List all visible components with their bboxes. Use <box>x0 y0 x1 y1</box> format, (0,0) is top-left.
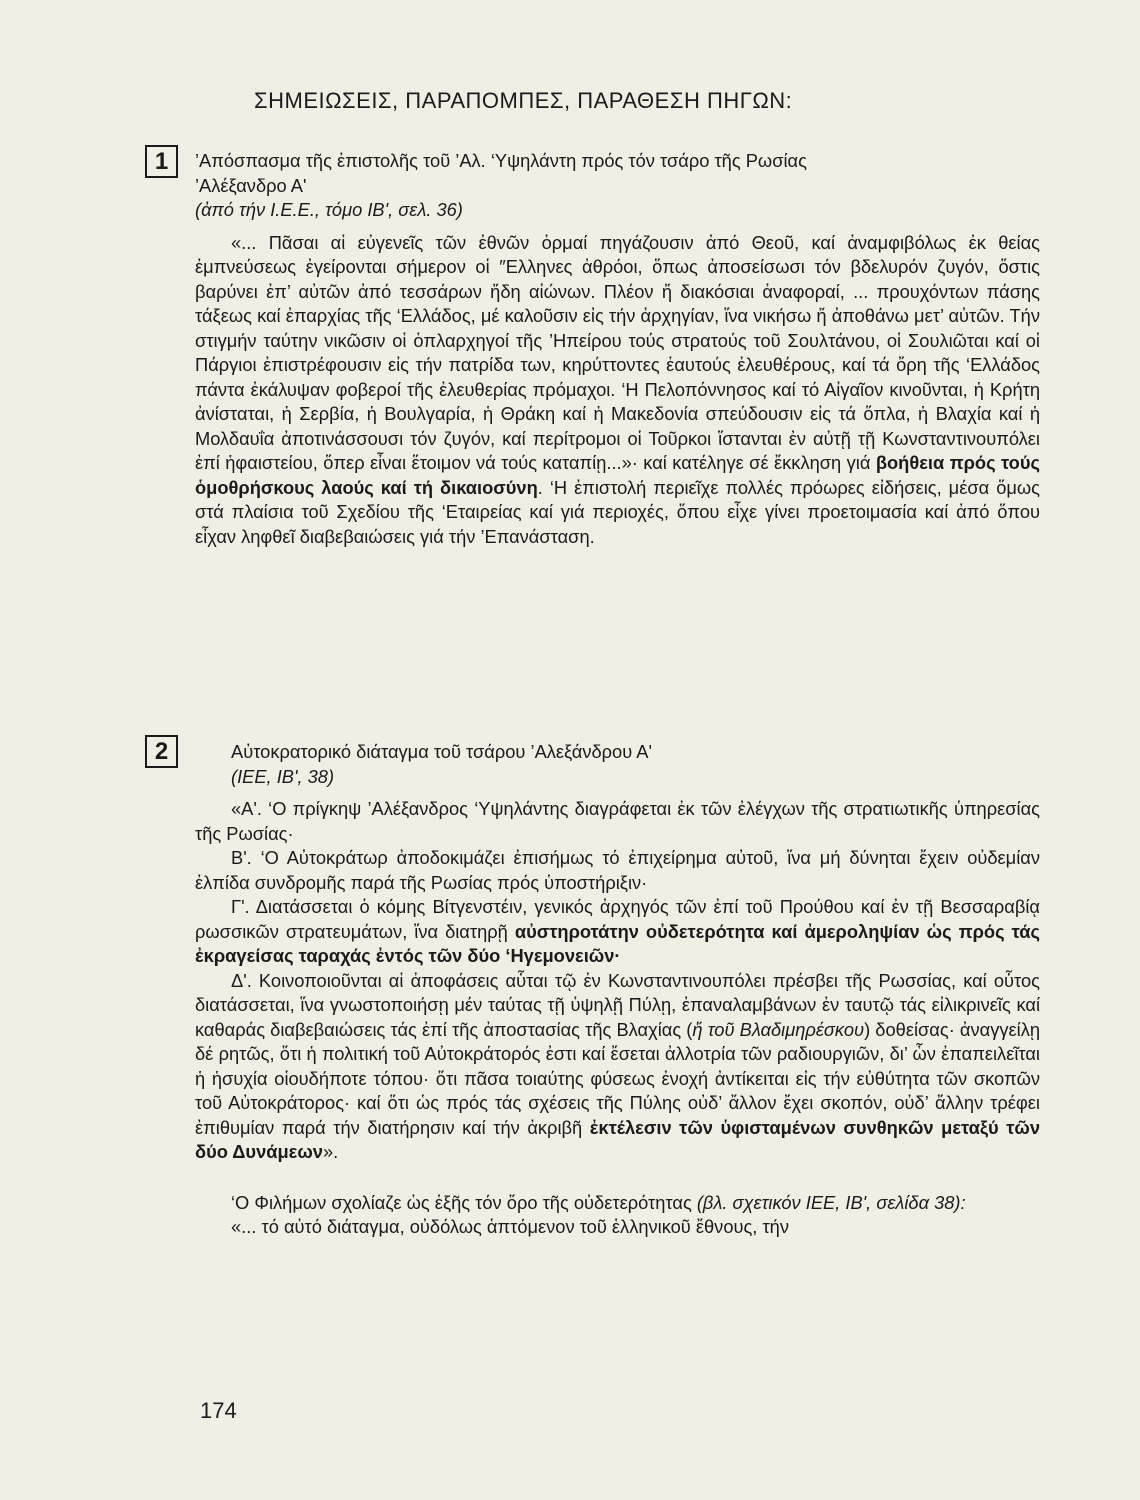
note-1-body-bold: βοήθεια πρός τούς ὁμοθρήσκους λαούς καί τή δικαιοσύνη <box>195 452 1040 498</box>
note-2-para-d <box>195 969 1040 1165</box>
note-2-para-d-italic: ἤ τοῦ Βλαδιμηρέσκου <box>692 1018 865 1040</box>
note-2-quote: «... τό αὐτό διάταγμα, οὐδόλως ἁπτόμενον τοῦ ἑλληνικοῦ ἔθνους, τήν <box>231 1216 789 1237</box>
note-2-para-c-bold: αὐστηροτάτην οὐδετερότητα καί ἀμεροληψίαν ὡς πρός τάς ἐκραγείσας ταραχάς ἐντός τῶν δύο ‘Ηγεμονειῶν· <box>195 920 1040 966</box>
note-2-comment <box>195 1191 1040 1216</box>
note-2-heading: Αὐτοκρατορικό διάταγμα τοῦ τσάρου ’Αλεξάνδρου Α' <box>231 741 652 762</box>
note-2-para-c-text: Γ'. Διατάσσεται ὁ κόμης Βίτγενστέιν, γενικός ἀρχηγός τῶν ἐπί τοῦ Προύθου καί ἐν τῇ Βεσσαραβίᾳ ρωσσικῶν στρατευμάτων, ἵνα διατηρῇ <box>195 896 1040 942</box>
note-1-source: (ἀπό τήν Ι.Ε.Ε., τόμο ΙΒ', σελ. 36) <box>195 199 463 220</box>
page-title: ΣΗΜΕΙΩΣΕΙΣ, ΠΑΡΑΠΟΜΠΕΣ, ΠΑΡΑΘΕΣΗ ΠΗΓΩΝ: <box>254 88 793 113</box>
note-2-para-d-text-1: Δ'. Κοινοποιοῦνται αἱ ἀποφάσεις αὗται τῷ ἐν Κωνσταντινουπόλει πρέσβει τῆς Ρωσσίας, καί οὗτος διατάσσεται, ἵνα γνωστοποιήσῃ μέν ταύτας τῇ ὑψηλῇ Πύλῃ, ἐπαναλαμβάνων ἐν ταυτῷ τάς εἰλικρινεῖς καί καθαράς διαβεβαιώσεις τάς ἐπί τῆς ἀποστασίας τῆς Βλαχίας ( <box>195 969 1040 1040</box>
note-number-2: 2 <box>145 735 178 768</box>
note-2-comment-ref: (βλ. σχετικόν ΙΕΕ, ΙΒ', σελίδα 38): <box>696 1191 966 1213</box>
note-1-body <box>195 231 1040 550</box>
note-1-body-text-c: . ‘Η ἐπιστολή περιεῖχε πολλές πρόωρες εἰδήσεις, μέσα ὅμως στά πλαίσια τοῦ Σχεδίου τῆς ‘Εταιρείας καί γιά περιοχές, ὅπου εἶχε γίνει προετοιμασία καί ἀπό ὅπου εἶχαν ληφθεῖ διαβεβαιώσεις γιά τήν ’Επανάσταση. <box>195 476 1040 547</box>
note-2-source: (ΙΕΕ, ΙΒ', 38) <box>231 765 335 787</box>
note-1-heading-line-2: ’Αλέξανδρο Α' <box>195 174 307 196</box>
note-1 <box>195 149 1040 549</box>
note-2-para-d-bold: ἐκτέλεσιν τῶν ὑφισταμένων συνθηκῶν μεταξύ τῶν δύο Δυνάμεων <box>195 1116 1040 1162</box>
page-number: 174 <box>200 1398 237 1423</box>
note-1-heading-line-1: ’Απόσπασμα τῆς ἐπιστολῆς τοῦ ’Αλ. ‘Υψηλάντη πρός τόν τσάρο τῆς Ρωσίας <box>195 150 807 171</box>
note-2-para-a: «Α'. ‘Ο πρίγκηψ ’Αλέξανδρος ‘Υψηλάντης διαγράφεται ἐκ τῶν ἐλέγχων τῆς στρατιωτικῆς ὑπηρεσίας τῆς Ρωσίας· <box>195 798 1040 844</box>
note-2-para-b: Β'. ‘Ο Αὐτοκράτωρ ἀποδοκιμάζει ἐπισήμως τό ἐπιχείρημα αὐτοῦ, ἵνα μή δύνηται ἔχειν οὐδεμίαν ἐλπίδα συνδρομῆς παρά τῆς Ρωσίας πρός ὑποστήριξιν· <box>195 847 1040 893</box>
note-2 <box>195 740 1040 1240</box>
note-number-1: 1 <box>145 145 178 178</box>
note-1-body-text-a: «... Πᾶσαι αἱ εὐγενεῖς τῶν ἐθνῶν ὁρμαί πηγάζουσιν ἀπό Θεοῦ, καί ἀναμφιβόλως ἐκ θείας ἐμπνεύσεως ἐγείρονται σήμερον οἱ ″Ελληνες ἀθρόοι, ὅπως ἀποσείσωσι τόν βδελυρόν ζυγόν, ὅστις βαρύνει ἐπ’ αὐτῶν ἀπό τεσσάρων ἤδη αἰώνων. Πλέον ἤ διακόσιαι ἀναφοραί, ... προυχόντων πάσης τάξεως καί ἐπαρχίας τῆς ‘Ελλάδος, μέ καλοῦσιν εἰς τήν ἀρχηγίαν, ἵνα νικήσω ἤ ἀποθάνω μετ’ αὐτῶν. Τήν στιγμήν ταύτην νικῶσιν οἱ ὁπλαρχηγοί τῆς ’Ηπείρου τούς στρατούς τοῦ Σουλτάνου, οἱ Σουλιῶται καί οἱ Πάργιοι ἐπιστρέφουσιν εἰς τήν πατρίδα των, κηρύττοντες ἑαυτούς ἐλευθέρους, καί τά ὄρη τῆς ‘Ελλάδος πάντα ἐκάλυψαν φοβεροί τῆς ἐλευθερίας πρόμαχοι. ‘Η Πελοπόννησος καί τό Αἰγαῖον κινοῦνται, ἡ Κρήτη ἀνίσταται, ἡ Σερβία, ἡ Βουλγαρία, ἡ Θράκη καί ἡ Μακεδονία σπεύδουσιν εἰς τά ὅπλα, ἡ Βλαχία καί ἡ Μολδαυΐα ἀποτινάσσουσι τόν ζυγόν, καί περίτρομοι οἱ Τοῦρκοι ἵστανται ἐν αὐτῇ τῇ Κωνσταντινουπόλει ἐπί ἡφαιστείου, ὅπερ εἶναι ἕτοιμον νά τούς καταπίῃ...»· καί κατέληγε σέ ἔκκληση γιά <box>195 231 1040 473</box>
note-2-para-c <box>195 895 1040 969</box>
note-2-comment-text: ‘Ο Φιλήμων σχολίαζε ὡς ἑξῆς τόν ὅρο τῆς οὐδετερότητας <box>231 1191 697 1213</box>
note-2-para-d-text-3: ) δοθείσας· ἀναγγείλῃ δέ ρητῶς, ὅτι ἡ πολιτική τοῦ Αὐτοκράτορός ἐστι καί ἔσεται ἀλλοτρία τῶν ραδιουργιῶν, δι’ ὧν ἐπαπειλεῖται ἡ ἡσυχία οἱουδήποτε τόπου· ὅτι πᾶσα τοιαύτης φύσεως ἐνοχή ἀντίκειται εἰς τήν εὐθύτητα τῶν σκοπῶν τοῦ Αὐτοκράτορος· καί ὅτι ὡς πρός τάς σχέσεις τῆς Πύλης οὐδ’ ἄλλον ἔχει σκοπόν, οὐδ’ ἄλλην τρέφει ἐπιθυμίαν παρά τήν διατήρησιν καί τήν ἀκριβῆ <box>195 1018 1041 1138</box>
note-2-para-d-text-5: ». <box>322 1141 339 1162</box>
